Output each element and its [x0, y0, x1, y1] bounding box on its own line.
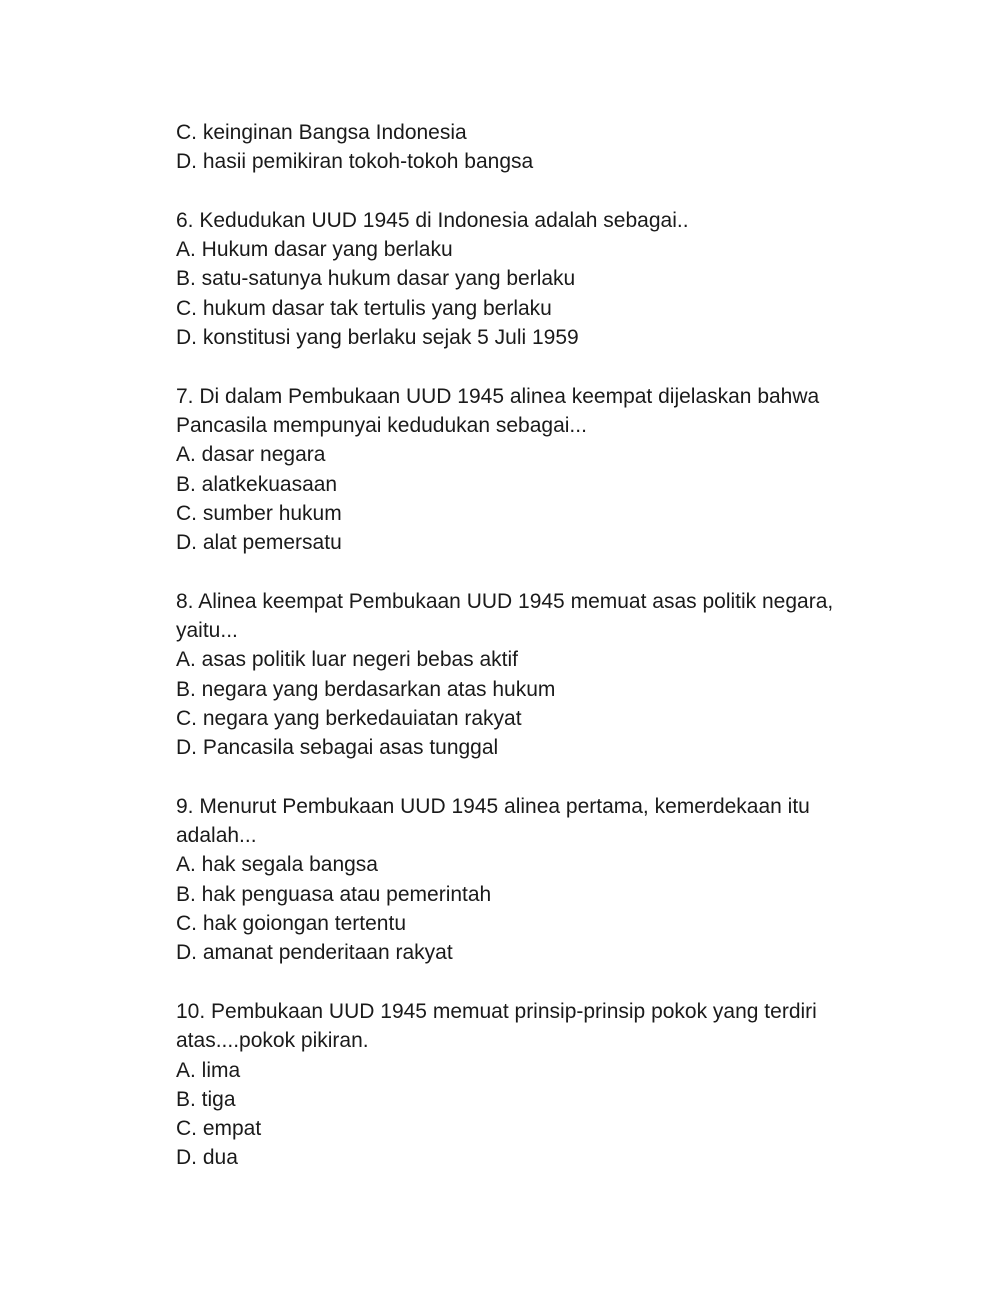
option-line: D. dua	[176, 1146, 238, 1170]
question-stem: 7. Di dalam Pembukaan UUD 1945 alinea keempat dijelaskan bahwa	[176, 384, 820, 408]
option-line: C. negara yang berkedauiatan rakyat	[176, 706, 522, 730]
option-line: A. dasar negara	[176, 443, 326, 467]
question-stem: 8. Alinea keempat Pembukaan UUD 1945 memuat asas politik negara,	[176, 589, 834, 613]
option-line: B. satu-satunya hukum dasar yang berlaku	[176, 267, 576, 291]
option-line: B. hak penguasa atau pemerintah	[176, 882, 492, 906]
option-line: C. hak goiongan tertentu	[176, 912, 406, 936]
option-line: D. amanat penderitaan rakyat	[176, 941, 453, 965]
question-stem: Pancasila mempunyai kedudukan sebagai...	[176, 413, 587, 437]
option-line: C. empat	[176, 1117, 262, 1141]
question-7	[176, 382, 876, 558]
option-line: D. alat pemersatu	[176, 531, 342, 555]
question-9	[176, 792, 876, 968]
document-page	[176, 118, 876, 1173]
option-line: D. konstitusi yang berlaku sejak 5 Juli 1959	[176, 326, 579, 350]
option-line: D. Pancasila sebagai asas tunggal	[176, 736, 499, 760]
question-stem: yaitu...	[176, 619, 238, 643]
question-stem: adalah...	[176, 824, 257, 848]
option-line: D. hasii pemikiran tokoh-tokoh bangsa	[176, 150, 534, 174]
option-line: A. asas politik luar negeri bebas aktif	[176, 648, 519, 672]
question-8	[176, 587, 876, 763]
question-5-tail	[176, 118, 876, 177]
question-stem: 10. Pembukaan UUD 1945 memuat prinsip-prinsip pokok yang terdiri	[176, 999, 817, 1023]
option-line: B. tiga	[176, 1087, 236, 1111]
question-10	[176, 997, 876, 1173]
option-line: B. negara yang berdasarkan atas hukum	[176, 677, 556, 701]
question-stem: 9. Menurut Pembukaan UUD 1945 alinea pertama, kemerdekaan itu	[176, 794, 810, 818]
question-stem: 6. Kedudukan UUD 1945 di Indonesia adalah sebagai..	[176, 208, 689, 232]
option-line: C. hukum dasar tak tertulis yang berlaku	[176, 296, 552, 320]
option-line: C. keinginan Bangsa Indonesia	[176, 121, 467, 144]
option-line: A. lima	[176, 1058, 241, 1082]
option-line: C. sumber hukum	[176, 501, 342, 525]
question-stem: atas....pokok pikiran.	[176, 1029, 369, 1053]
option-line: A. hak segala bangsa	[176, 853, 378, 877]
question-6	[176, 206, 876, 352]
option-line: A. Hukum dasar yang berlaku	[176, 238, 453, 262]
option-line: B. alatkekuasaan	[176, 472, 338, 496]
